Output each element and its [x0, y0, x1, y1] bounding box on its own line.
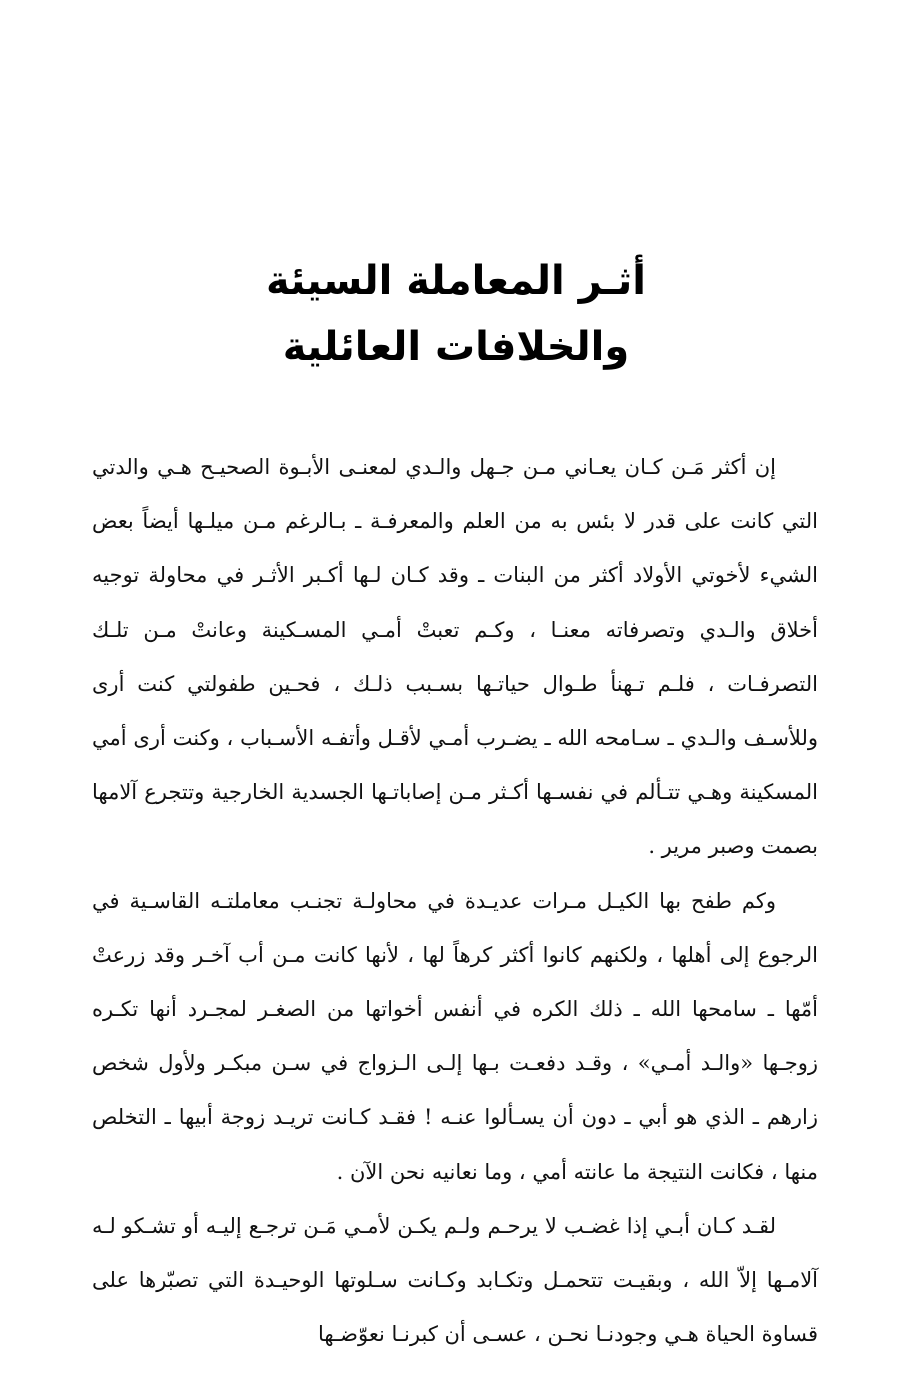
paragraph-2: وكم طفح بها الكيـل مـرات عديـدة في محاولـة تجنـب معاملتـه القاسـية في الرجوع إلى أهلها ، ولكنهم كانوا أكثر كرهاً لها ، لأنها كانت مـن أب آخـر وقد زرعتْ أمّها ـ سامحها الله ـ ذلك الكره في أنفس أخواتها من الصغـر لمجـرد أنها تكـره زوجـها «والـد أمـي» ، وقـد دفعـت بـها إلـى الـزواج في سـن مبكـر ولأول شخص زارهم ـ الذي هو أبي ـ دون أن يسـألوا عنـه ! فقـد كـانت تريـد زوجة أبيها ـ التخلص منها ، فكانت النتيجة ما عانته أمي ، وما نعانيه نحن الآن . — [92, 888, 818, 1184]
body-text — [92, 440, 818, 1361]
chapter-title-line-1: أثـر المعاملة السيئة — [266, 258, 646, 304]
chapter-title-line-2: والخلافات العائلية — [282, 324, 630, 370]
paragraph-3: لقـد كـان أبـي إذا غضـب لا يرحـم ولـم يكـن لأمـي مَـن ترجـع إليـه أو تشـكو لـه آلامـها إلاّ الله ، وبقيـت تتحمـل وتكـابد وكـانت سـلوتها الوحيـدة التي تصبّرها على قساوة الحياة هـي وجودنـا نحـن ، عسـى أن كبرنـا نعوّضـها — [92, 1213, 818, 1347]
paragraph-1: إن أكثر مَـن كـان يعـاني مـن جـهل والـدي لمعنـى الأبـوة الصحيـح هـي والدتي التي كانت على قدر لا بئس به من العلم والمعرفـة ـ بـالرغم مـن ميلـها أيضاً بعض الشيء لأخوتي الأولاد أكثر من البنات ـ وقد كـان لـها أكـبر الأثـر في محاولة توجيه أخلاق والـدي وتصرفاته معنـا ، وكـم تعبتْ أمـي المسـكينة وعانتْ مـن تلـك التصرفـات ، فلـم تـهنأ طـوال حياتـها بسـبب ذلـك ، فحـين طفولتي كنت أرى وللأسـف والـدي ـ سـامحه الله ـ يضـرب أمـي لأقـل وأتفـه الأسـباب ، وكنت أرى أمي المسكينة وهـي تتـألم في نفسـها أكـثر مـن إصاباتـها الجسدية الخارجية وتتجرع آلامها بصمت وصبر مرير . — [92, 455, 818, 859]
chapter-title — [0, 248, 912, 380]
